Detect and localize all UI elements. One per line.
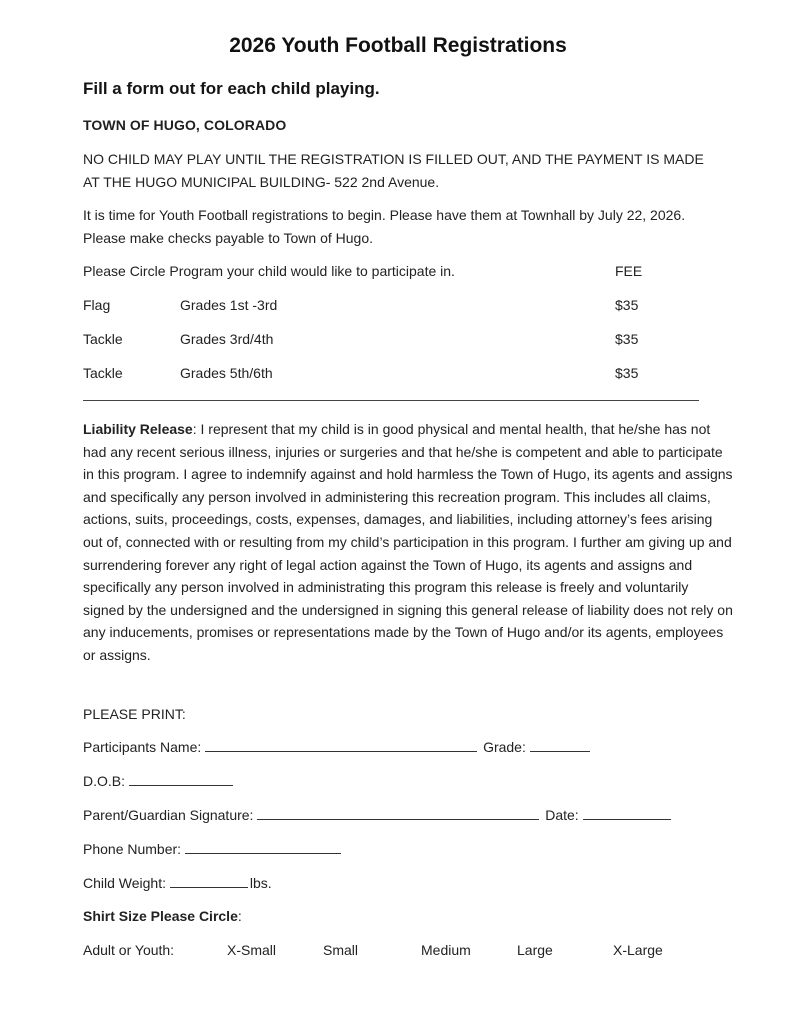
signature-row	[83, 807, 673, 823]
participant-name-row	[83, 739, 592, 755]
weight-row	[83, 875, 272, 891]
shirt-size-heading: Shirt Size Please Circle	[83, 908, 238, 924]
dob-label: D.O.B:	[83, 773, 126, 789]
liability-release	[83, 418, 733, 667]
program-grades: Grades 5th/6th	[180, 365, 273, 381]
phone-field[interactable]	[185, 841, 341, 854]
town-heading: TOWN OF HUGO, COLORADO	[83, 117, 287, 133]
signature-field[interactable]	[257, 807, 539, 820]
dob-row	[83, 773, 235, 789]
liability-release-heading: Liability Release	[83, 421, 193, 437]
phone-label: Phone Number:	[83, 841, 182, 857]
page-title: 2026 Youth Football Registrations	[229, 34, 567, 57]
program-fee: $35	[615, 365, 639, 381]
program-row-tackle-5-6	[83, 365, 703, 385]
liability-release-text: : I represent that my child is in good physical and mental health, that he/she has not had any recent serious illness, injuries or surgeries and that he/she is competent and able to participate in this program. I agree to indemnify against and hold harmless the Town of Hugo, its agents and assigns and specifically any person involved in administering this recreation program. This includes all claims, actions, suits, proceedings, costs, expenses, damages, and liabilities, including attorney’s fees arising out of, connected with or resulting from my child’s participation in this program. I further am giving up and surrendering forever any right of legal action against the Town of Hugo, its agents and assigns and specifically any person involved in administrating this program this release is freely and voluntarily signed by the undersigned and the undersigned in signing this general release of liability does not rely on any inducements, promises or representations made by the Town of Hugo and/or its agents, employees or assigns.	[83, 421, 733, 663]
program-type: Tackle	[83, 365, 123, 381]
form-instruction: Fill a form out for each child playing.	[83, 79, 380, 98]
intro-paragraph: It is time for Youth Football registrations to begin. Please have them at Townhall by July 22, 2026. Please make checks payable to Town of Hugo.	[83, 207, 686, 246]
weight-field[interactable]	[170, 875, 248, 888]
phone-row	[83, 841, 343, 857]
size-option-large[interactable]: Large	[517, 942, 553, 958]
program-type: Tackle	[83, 331, 123, 347]
grade-label: Grade:	[483, 739, 526, 755]
program-table-header	[83, 263, 703, 283]
size-option-x-large[interactable]: X-Large	[613, 942, 663, 958]
date-field[interactable]	[583, 807, 671, 820]
size-option-x-small[interactable]: X-Small	[227, 942, 277, 958]
signature-label: Parent/Guardian Signature:	[83, 807, 254, 823]
size-option-medium[interactable]: Medium	[421, 942, 471, 958]
program-grades: Grades 1st -3rd	[180, 297, 278, 313]
program-row-tackle-3-4	[83, 331, 703, 351]
shirt-size-row	[83, 942, 703, 962]
date-label: Date:	[545, 807, 579, 823]
program-fee: $35	[615, 331, 639, 347]
participant-name-label: Participants Name:	[83, 739, 202, 755]
weight-unit: lbs.	[249, 875, 272, 891]
participant-name-field[interactable]	[205, 739, 477, 752]
program-grades: Grades 3rd/4th	[180, 331, 274, 347]
fee-header: FEE	[615, 263, 643, 279]
section-divider	[83, 400, 699, 401]
please-print-label: PLEASE PRINT:	[83, 706, 186, 722]
payment-notice: NO CHILD MAY PLAY UNTIL THE REGISTRATION IS FILLED OUT, AND THE PAYMENT IS MADE AT THE HUGO MUNICIPAL BUILDING- 522 2nd Avenue.	[83, 151, 704, 190]
size-option-small[interactable]: Small	[323, 942, 359, 958]
program-row-flag	[83, 297, 703, 317]
dob-field[interactable]	[129, 773, 233, 786]
grade-field[interactable]	[530, 739, 590, 752]
adult-youth-label: Adult or Youth:	[83, 942, 175, 958]
shirt-size-colon: :	[237, 908, 242, 924]
shirt-size-heading-row	[83, 908, 242, 924]
program-type: Flag	[83, 297, 111, 313]
program-header-label: Please Circle Program your child would like to participate in.	[83, 263, 455, 279]
program-fee: $35	[615, 297, 639, 313]
weight-label: Child Weight:	[83, 875, 167, 891]
